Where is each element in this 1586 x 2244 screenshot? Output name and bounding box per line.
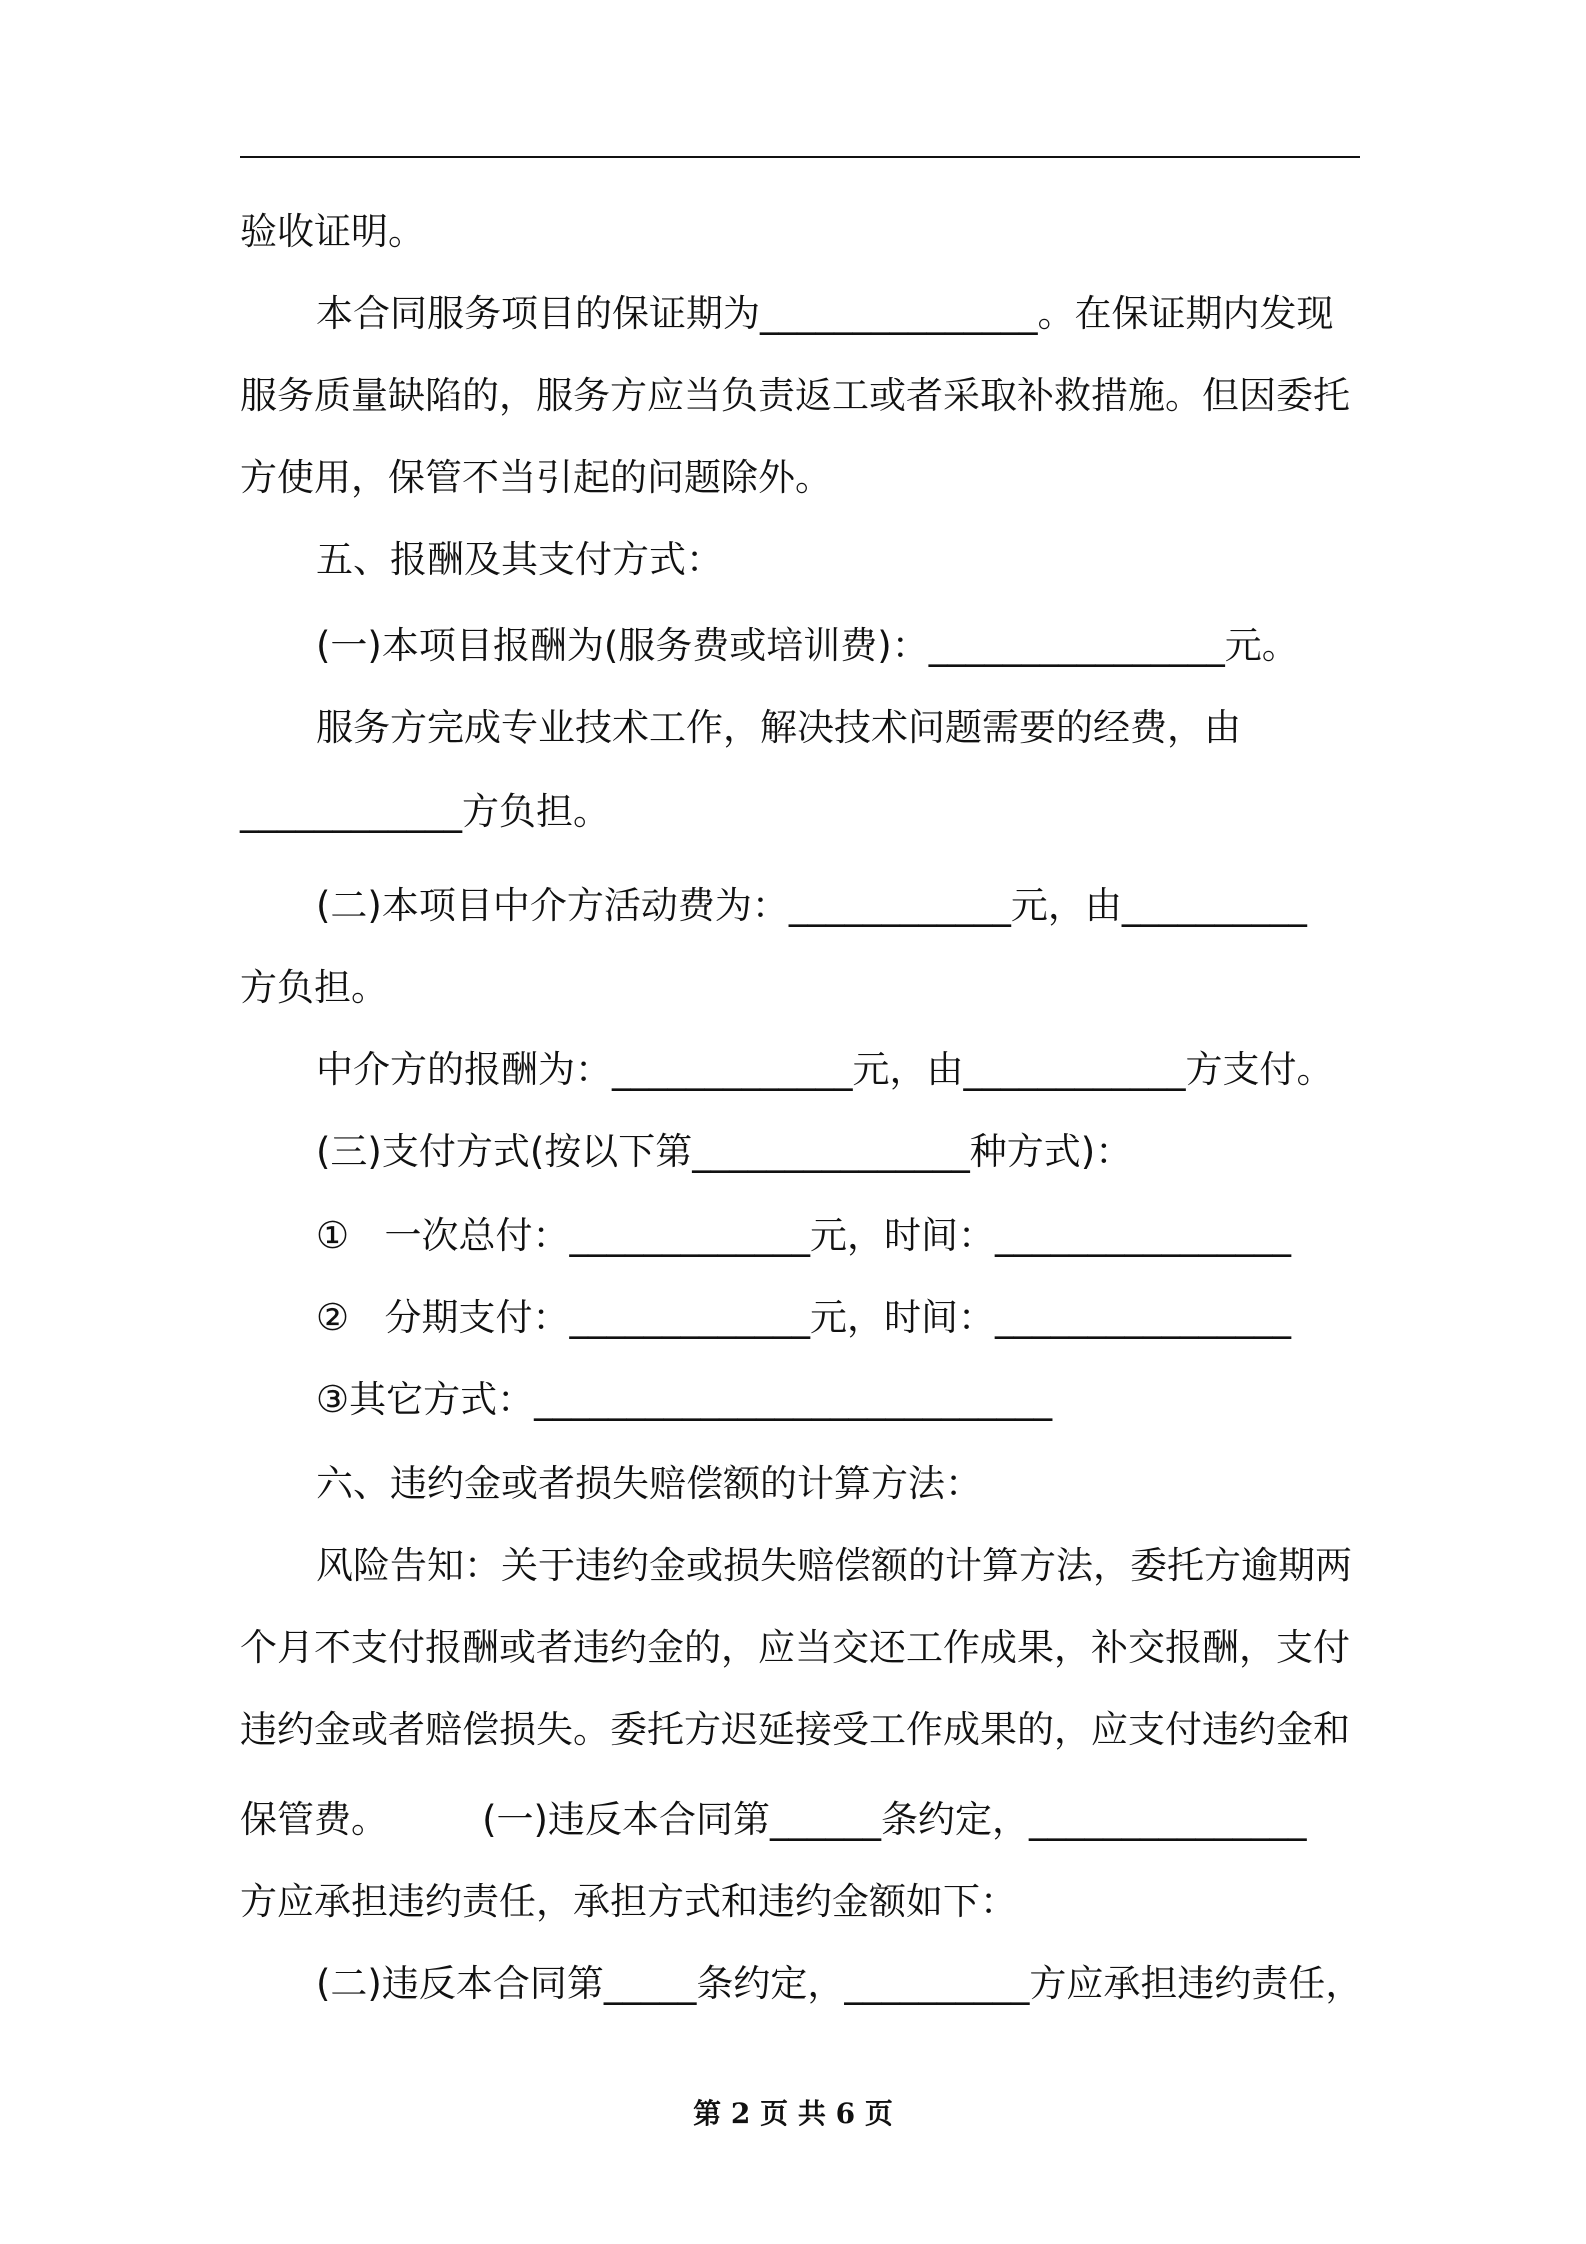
text-line-10: 方负担。 <box>240 966 388 1009</box>
text-line-15: ③其它方式：____________________________ <box>316 1378 1053 1421</box>
text-line-22: (二)违反本合同第_____条约定，__________方应承担违约责任， <box>316 1962 1363 2005</box>
section-heading-5: 五、报酬及其支付方式： <box>316 538 723 581</box>
page-footer: 第 2 页 共 6 页 <box>693 2097 893 2130</box>
text-line-4: 方使用，保管不当引起的问题除外。 <box>240 456 832 499</box>
text-line-3: 服务质量缺陷的，服务方应当负责返工或者采取补救措施。但因委托 <box>240 374 1350 417</box>
text-line-19: 违约金或者赔偿损失。委托方迟延接受工作成果的，应支付违约金和 <box>240 1708 1350 1751</box>
text-line-6: (一)本项目报酬为(服务费或培训费)：________________元。 <box>316 624 1299 667</box>
text-line-8: ____________方负担。 <box>240 790 610 833</box>
text-line-7: 服务方完成专业技术工作，解决技术问题需要的经费，由 <box>316 706 1241 749</box>
text-line-1: 验收证明。 <box>240 210 425 253</box>
text-line-12: (三)支付方式(按以下第_______________种方式)： <box>316 1130 1133 1173</box>
text-line-17: 风险告知：关于违约金或损失赔偿额的计算方法，委托方逾期两 <box>316 1544 1352 1587</box>
text-line-13: ① 一次总付：_____________元，时间：________________ <box>316 1214 1291 1257</box>
text-line-11: 中介方的报酬为：_____________元，由____________方支付。 <box>316 1048 1334 1091</box>
text-line-21: 方应承担违约责任，承担方式和违约金额如下： <box>240 1880 1017 1923</box>
text-line-9: (二)本项目中介方活动费为：____________元，由__________ <box>316 884 1307 927</box>
text-line-18: 个月不支付报酬或者违约金的，应当交还工作成果，补交报酬，支付 <box>240 1626 1350 1669</box>
section-heading-6: 六、违约金或者损失赔偿额的计算方法： <box>316 1462 982 1505</box>
text-line-20: 保管费。 (一)违反本合同第______条约定，_______________ <box>240 1798 1307 1841</box>
text-line-14: ② 分期支付：_____________元，时间：________________ <box>316 1296 1291 1339</box>
text-line-2: 本合同服务项目的保证期为_______________。在保证期内发现 <box>316 292 1334 335</box>
header-rule <box>240 156 1360 158</box>
